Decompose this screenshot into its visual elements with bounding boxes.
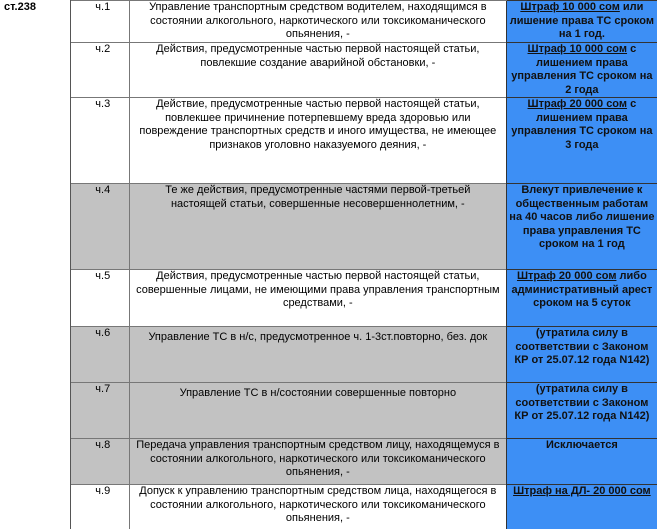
fine-amount: Штраф 20 000 сом bbox=[516, 270, 617, 282]
violation-description: Управление ТС в н/состоянии совершенные повторно bbox=[129, 383, 506, 439]
penalty-cell bbox=[506, 485, 657, 529]
fine-amount: Штраф на ДЛ- 20 000 сом bbox=[513, 485, 651, 497]
penalty-text: Влекут привлечение к общественным работам на 40 часов либо лишение права управления ТС сроком на 1 год bbox=[509, 184, 655, 250]
violation-description: Действие, предусмотренные частью первой настоящей статьи, повлекшее причинение потерпевшему вреда здоровью или повреждение транспортных средств и иного имущества, не имеющее признаков уголовно наказуемого деяния, - bbox=[129, 98, 506, 184]
table-row bbox=[0, 270, 657, 327]
table-row bbox=[0, 98, 657, 184]
penalty-cell bbox=[506, 184, 657, 270]
penalty-text: Исключается bbox=[545, 439, 618, 451]
violation-description: Управление транспортным средством водителем, находящимся в состоянии алкогольного, наркотического или токсикоманического опьянения, - bbox=[129, 1, 506, 43]
table-row bbox=[0, 184, 657, 270]
article-label: ст.238 bbox=[4, 0, 36, 13]
part-number: ч.2 bbox=[71, 43, 130, 98]
violation-description: Управление ТС в н/с, предусмотренное ч. 1-3ст.повторно, без. док bbox=[129, 327, 506, 383]
part-number: ч.7 bbox=[71, 383, 130, 439]
part-number: ч.5 bbox=[71, 270, 130, 327]
violation-description: Те же действия, предусмотренные частями первой-третьей настоящей статьи, совершенные несовершеннолетним, - bbox=[129, 184, 506, 270]
penalty-cell bbox=[506, 98, 657, 184]
fine-amount: Штраф 10 000 сом bbox=[520, 1, 620, 13]
penalty-text: с лишением права управления ТС сроком на 3 года bbox=[511, 98, 653, 151]
part-number: ч.9 bbox=[71, 485, 130, 529]
penalty-cell bbox=[506, 43, 657, 98]
fine-amount: Штраф 20 000 сом bbox=[527, 98, 628, 110]
penalty-text: (утратила силу в соответствии с Законом КР от 25.07.12 года N142) bbox=[514, 327, 650, 366]
part-number: ч.1 bbox=[71, 1, 130, 43]
article-cell bbox=[0, 1, 71, 43]
table-row bbox=[0, 383, 657, 439]
part-number: ч.4 bbox=[71, 184, 130, 270]
penalty-cell bbox=[506, 383, 657, 439]
fine-amount: Штраф 10 000 сом bbox=[527, 43, 628, 55]
penalty-cell bbox=[506, 439, 657, 485]
table-row bbox=[0, 327, 657, 383]
penalty-cell bbox=[506, 270, 657, 327]
table-row bbox=[0, 1, 657, 43]
table-row bbox=[0, 485, 657, 529]
part-number: ч.8 bbox=[71, 439, 130, 485]
penalty-cell bbox=[506, 1, 657, 43]
part-number: ч.6 bbox=[71, 327, 130, 383]
penalty-text: или лишение права ТС сроком на 1 год. bbox=[509, 1, 654, 40]
violation-description: Допуск к управлению транспортным средством лица, находящегося в состоянии алкогольного, наркотического или токсикоманического опьянения, - bbox=[129, 485, 506, 529]
table-row bbox=[0, 43, 657, 98]
violation-description: Передача управления транспортным средством лицу, находящемуся в состоянии алкогольного, наркотического или токсикоманического опьянения, - bbox=[129, 439, 506, 485]
penalty-cell bbox=[506, 327, 657, 383]
violation-description: Действия, предусмотренные частью первой настоящей статьи, повлекшие создание аварийной обстановки, - bbox=[129, 43, 506, 98]
penalty-text: либо административный арест сроком на 5 суток bbox=[511, 270, 653, 309]
penalty-text: с лишением права управления ТС сроком на 2 года bbox=[511, 43, 653, 96]
penalty-text: (утратила силу в соответствии с Законом КР от 25.07.12 года N142) bbox=[514, 383, 650, 422]
violation-description: Действия, предусмотренные частью первой настоящей статьи, совершенные лицами, не имеющими права управления транспортным средствами, - bbox=[129, 270, 506, 327]
part-number: ч.3 bbox=[71, 98, 130, 184]
table-row bbox=[0, 439, 657, 485]
